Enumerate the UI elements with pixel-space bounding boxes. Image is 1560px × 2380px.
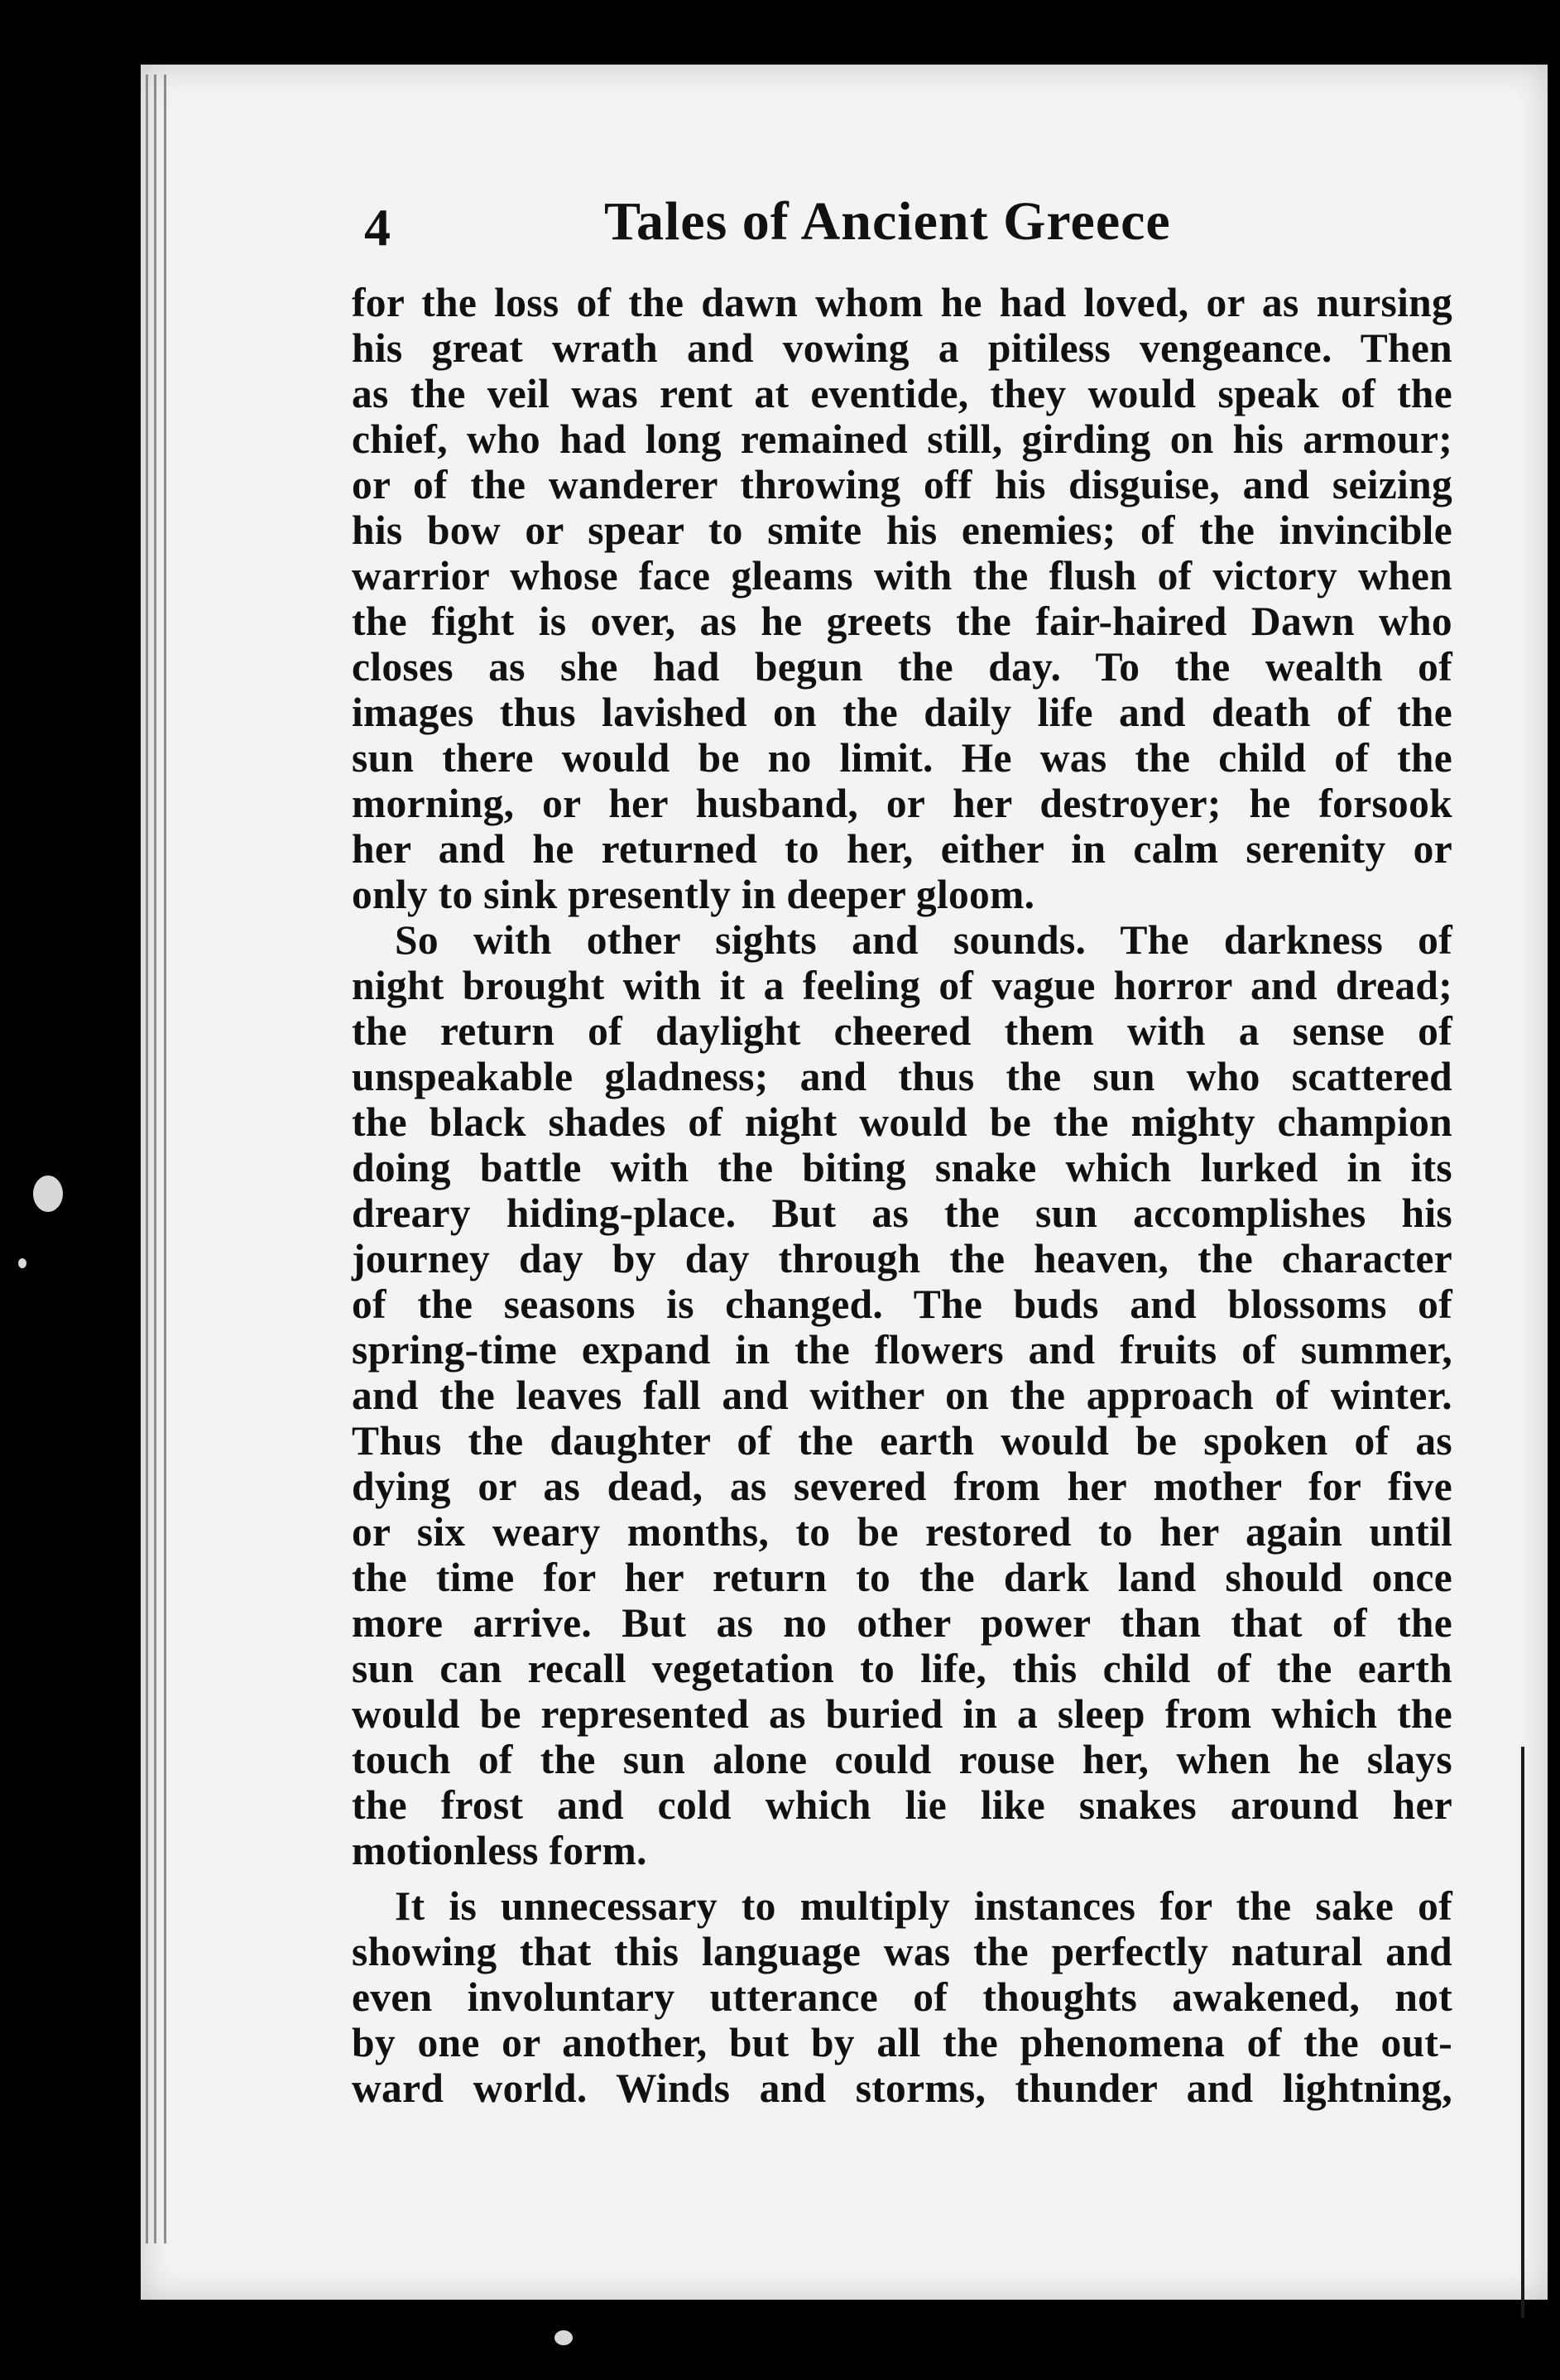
paragraph <box>352 917 1452 1873</box>
scan-speck <box>18 1258 26 1268</box>
text-line: her and he returned to her, either in calm serenity or <box>352 826 1452 872</box>
text-line: sun there would be no limit. He was the child of the <box>352 735 1452 781</box>
text-line: morning, or her husband, or her destroyer; he forsook <box>352 781 1452 826</box>
running-header <box>364 190 1457 273</box>
scan-speck <box>554 2330 573 2345</box>
text-line: closes as she had begun the day. To the wealth of <box>352 644 1452 690</box>
text-line: the time for her return to the dark land should once <box>352 1555 1452 1600</box>
text-line: sun can recall vegetation to life, this child of the earth <box>352 1646 1452 1691</box>
text-line: only to sink presently in deeper gloom. <box>352 872 1035 917</box>
text-line: Thus the daughter of the earth would be spoken of as <box>352 1418 1452 1464</box>
text-line: dying or as dead, as severed from her mother for five <box>352 1464 1452 1509</box>
text-line: doing battle with the biting snake which lurked in its <box>352 1145 1452 1190</box>
text-line: ward world. Winds and storms, thunder and lightning, <box>352 2065 1452 2111</box>
text-line: the black shades of night would be the mighty champion <box>352 1099 1452 1145</box>
text-line: unspeakable gladness; and thus the sun who scattered <box>352 1054 1452 1099</box>
page-border-rule <box>1521 1747 1524 2318</box>
page-edge-line <box>164 75 166 2243</box>
text-line: more arrive. But as no other power than that of the <box>352 1600 1452 1646</box>
paragraph <box>352 280 1452 917</box>
page-number: 4 <box>364 198 391 257</box>
text-line: his bow or spear to smite his enemies; of the invincible <box>352 507 1452 553</box>
text-line: images thus lavished on the daily life and death of the <box>352 690 1452 735</box>
text-line: warrior whose face gleams with the flush of victory when <box>352 553 1452 599</box>
text-line: journey day by day through the heaven, the character <box>352 1236 1452 1281</box>
text-line: as the veil was rent at eventide, they would speak of the <box>352 371 1452 416</box>
text-line: or of the wanderer throwing off his disguise, and seizing <box>352 462 1452 507</box>
paragraph <box>352 1883 1452 2111</box>
page-edge-line <box>146 75 148 2243</box>
text-line: his great wrath and vowing a pitiless vengeance. Then <box>352 325 1452 371</box>
text-line: So with other sights and sounds. The darkness of <box>395 917 1452 963</box>
text-line: showing that this language was the perfectly natural and <box>352 1929 1452 1974</box>
text-line: the frost and cold which lie like snakes around her <box>352 1782 1452 1828</box>
text-line: motionless form. <box>352 1828 647 1873</box>
text-line: of the seasons is changed. The buds and blossoms of <box>352 1281 1452 1327</box>
text-line: chief, who had long remained still, girding on his armour; <box>352 416 1452 462</box>
text-line: would be represented as buried in a sleep from which the <box>352 1691 1452 1737</box>
text-line: night brought with it a feeling of vague horror and dread; <box>352 963 1452 1008</box>
running-title: Tales of Ancient Greece <box>604 191 1171 252</box>
scan-speck <box>33 1176 63 1212</box>
text-line: the fight is over, as he greets the fair-haired Dawn who <box>352 599 1452 644</box>
text-line: dreary hiding-place. But as the sun accomplishes his <box>352 1190 1452 1236</box>
text-line: by one or another, but by all the phenomena of the out- <box>352 2020 1452 2065</box>
body-text <box>352 280 1452 2111</box>
text-line: the return of daylight cheered them with a sense of <box>352 1008 1452 1054</box>
text-line: or six weary months, to be restored to her again until <box>352 1509 1452 1555</box>
text-line: touch of the sun alone could rouse her, when he slays <box>352 1737 1452 1782</box>
text-line: spring-time expand in the flowers and fruits of summer, <box>352 1327 1452 1373</box>
page-edge-line <box>154 75 156 2243</box>
text-line: and the leaves fall and wither on the approach of winter. <box>352 1373 1452 1418</box>
text-line: It is unnecessary to multiply instances for the sake of <box>395 1883 1452 1929</box>
text-line: even involuntary utterance of thoughts awakened, not <box>352 1974 1452 2020</box>
text-line: for the loss of the dawn whom he had loved, or as nursing <box>352 280 1452 325</box>
